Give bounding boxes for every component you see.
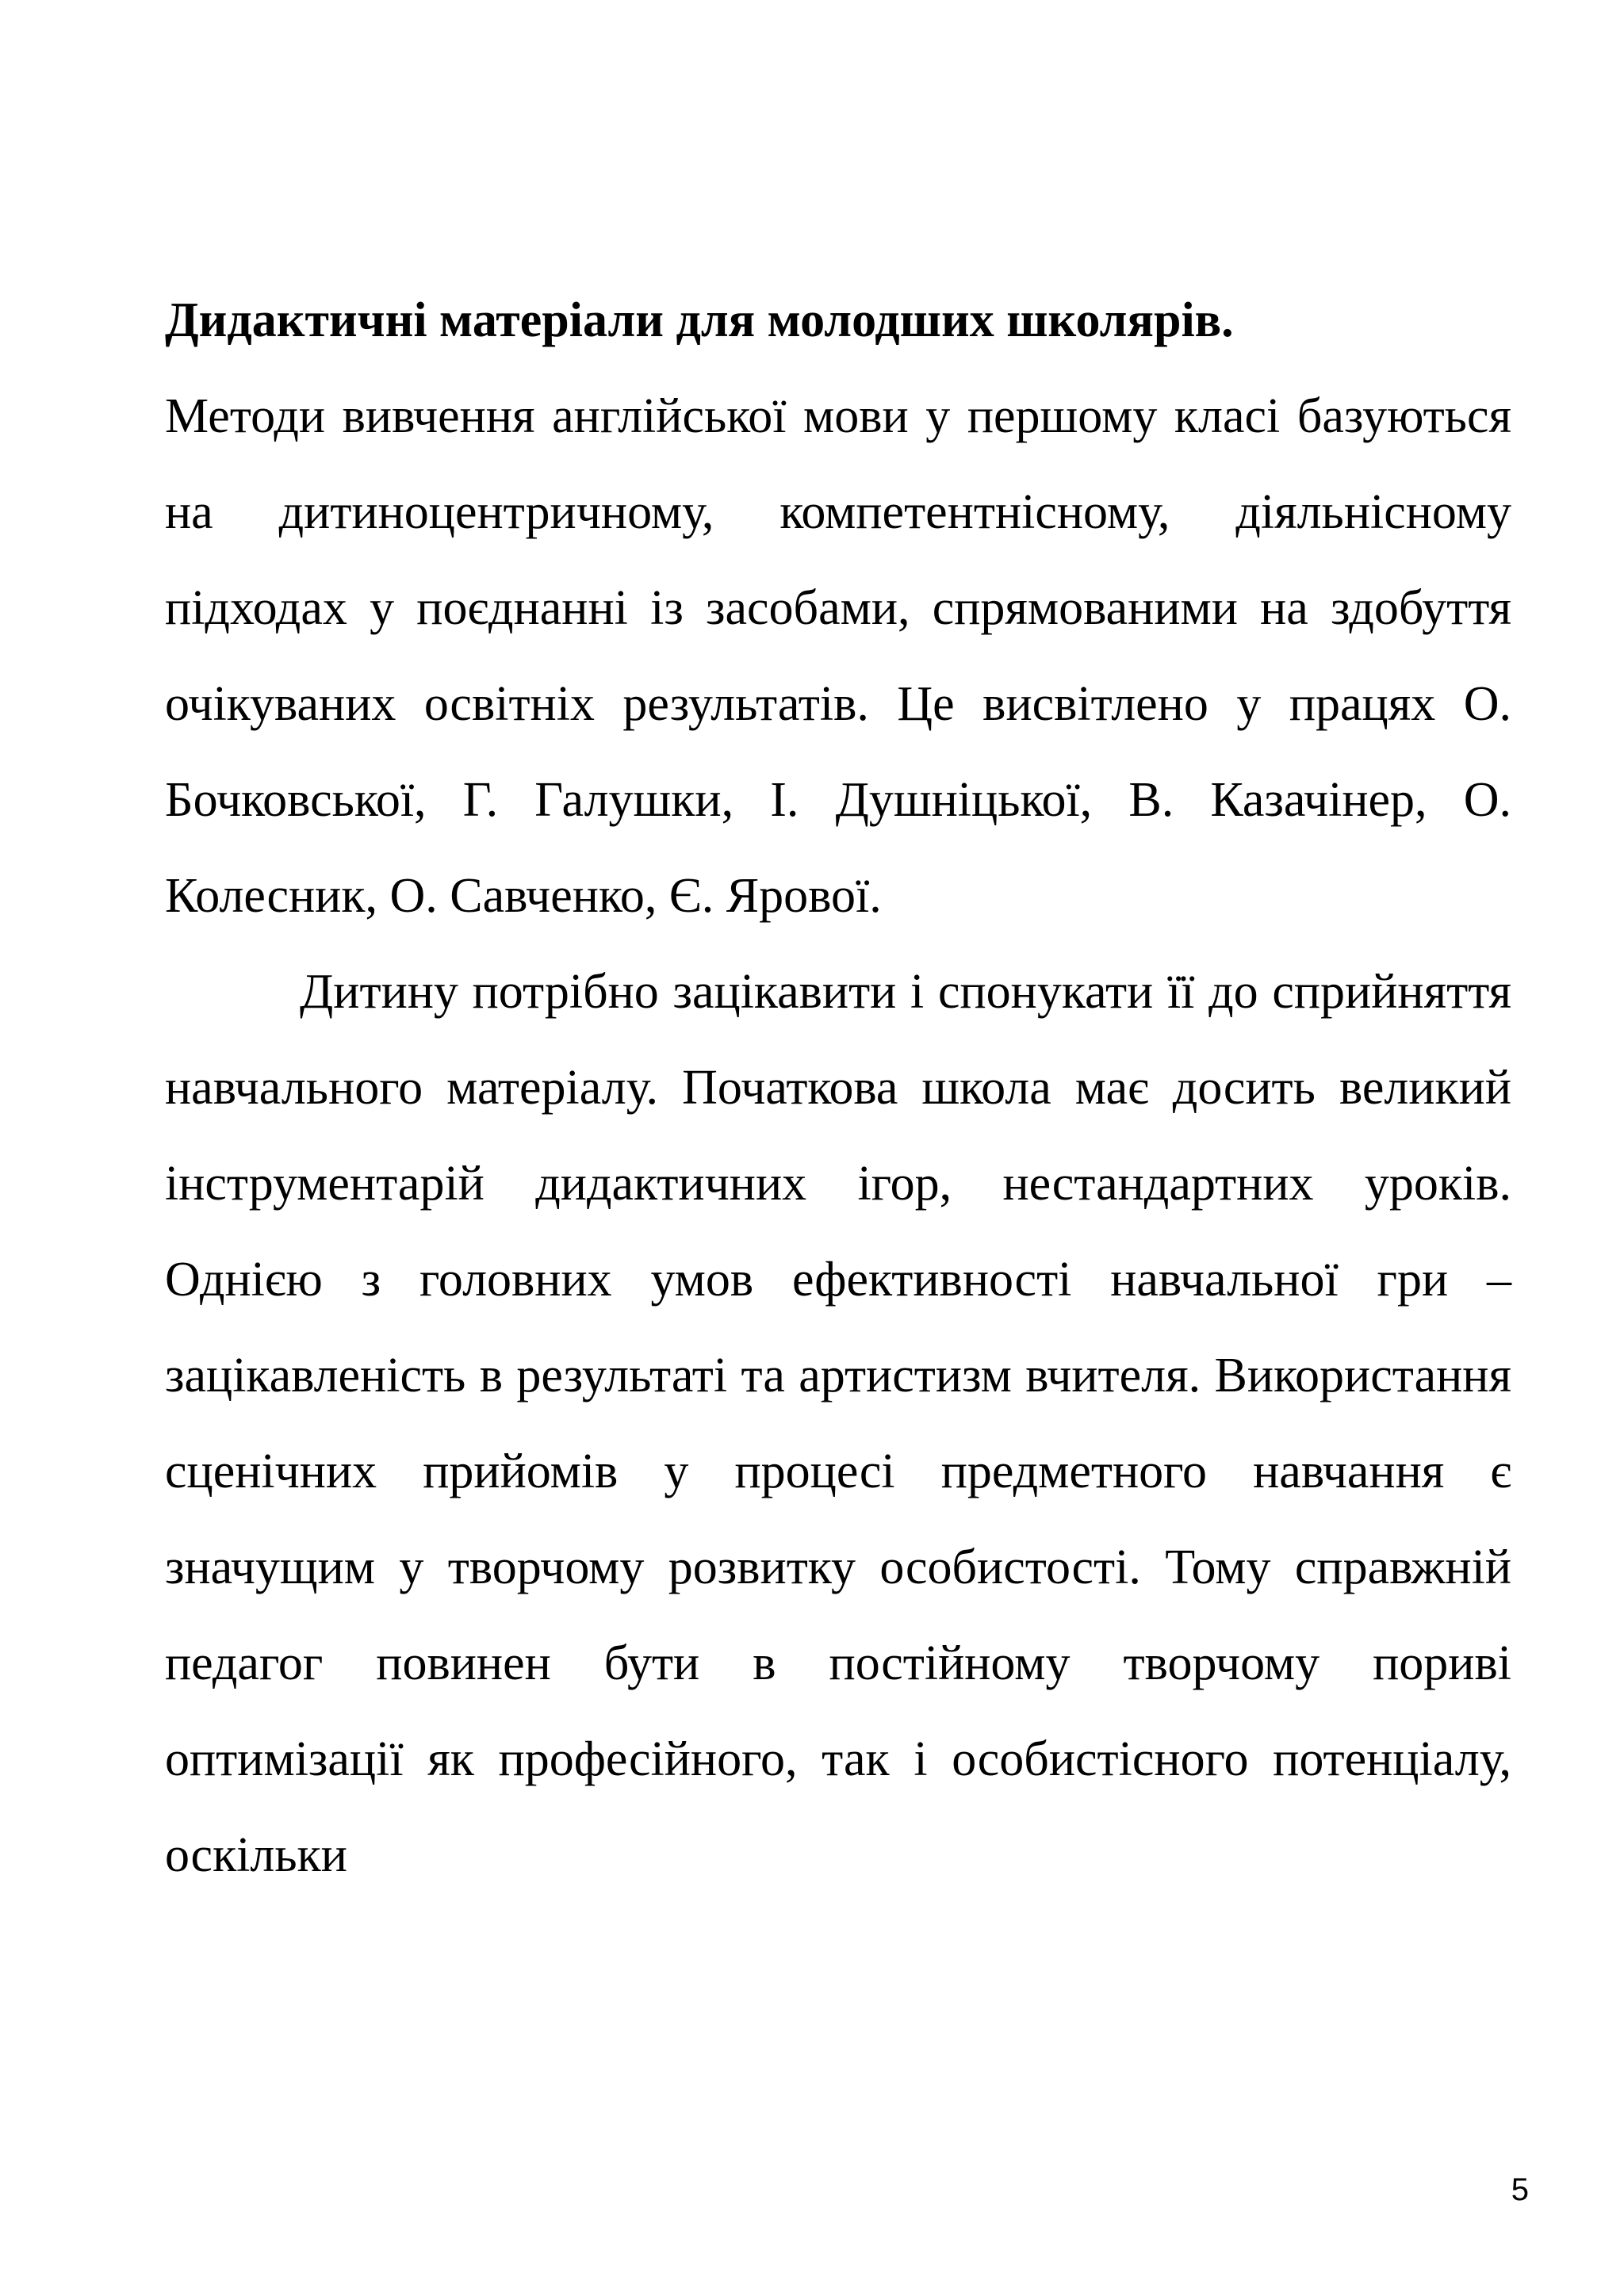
paragraph-2-text: Дитину потрібно зацікавити і спонукати її до сприйняття навчального матеріалу. Початкова школа має досить великий інструментарій дидактичних ігор, нестандартних уроків. Однією з головних умов ефективності навчальної гри – зацікавленість в результаті та артистизм вчителя. Використання сценічних прийомів у процесі предметного навчання є значущим у творчому розвитку особистості. Тому справжній педагог повинен бути в постійному творчому пориві оптимізації як професійного, так і особистісного потенціалу, оскільки xyxy=(165,965,1511,1882)
page-number: 5 xyxy=(1511,2172,1529,2207)
paragraph-1-text: Методи вивчення англійської мови у першому класі базуються на дитиноцентричному, компетентнісному, діяльнісному підходах у поєднанні із засобами, спрямованими на здобуття очікуваних освітніх результатів. Це висвітлено у працях О. Бочковської, Г. Галушки, І. Душніцької, В. Казачінер, О. Колесник, О. Савченко, Є. Ярової. xyxy=(165,389,1511,923)
paragraph-2 xyxy=(165,944,1511,1904)
body-text xyxy=(165,273,1511,1904)
section-heading: Дидактичні матеріали для молодших школярів. xyxy=(165,293,1234,347)
paragraph-1 xyxy=(165,273,1511,944)
